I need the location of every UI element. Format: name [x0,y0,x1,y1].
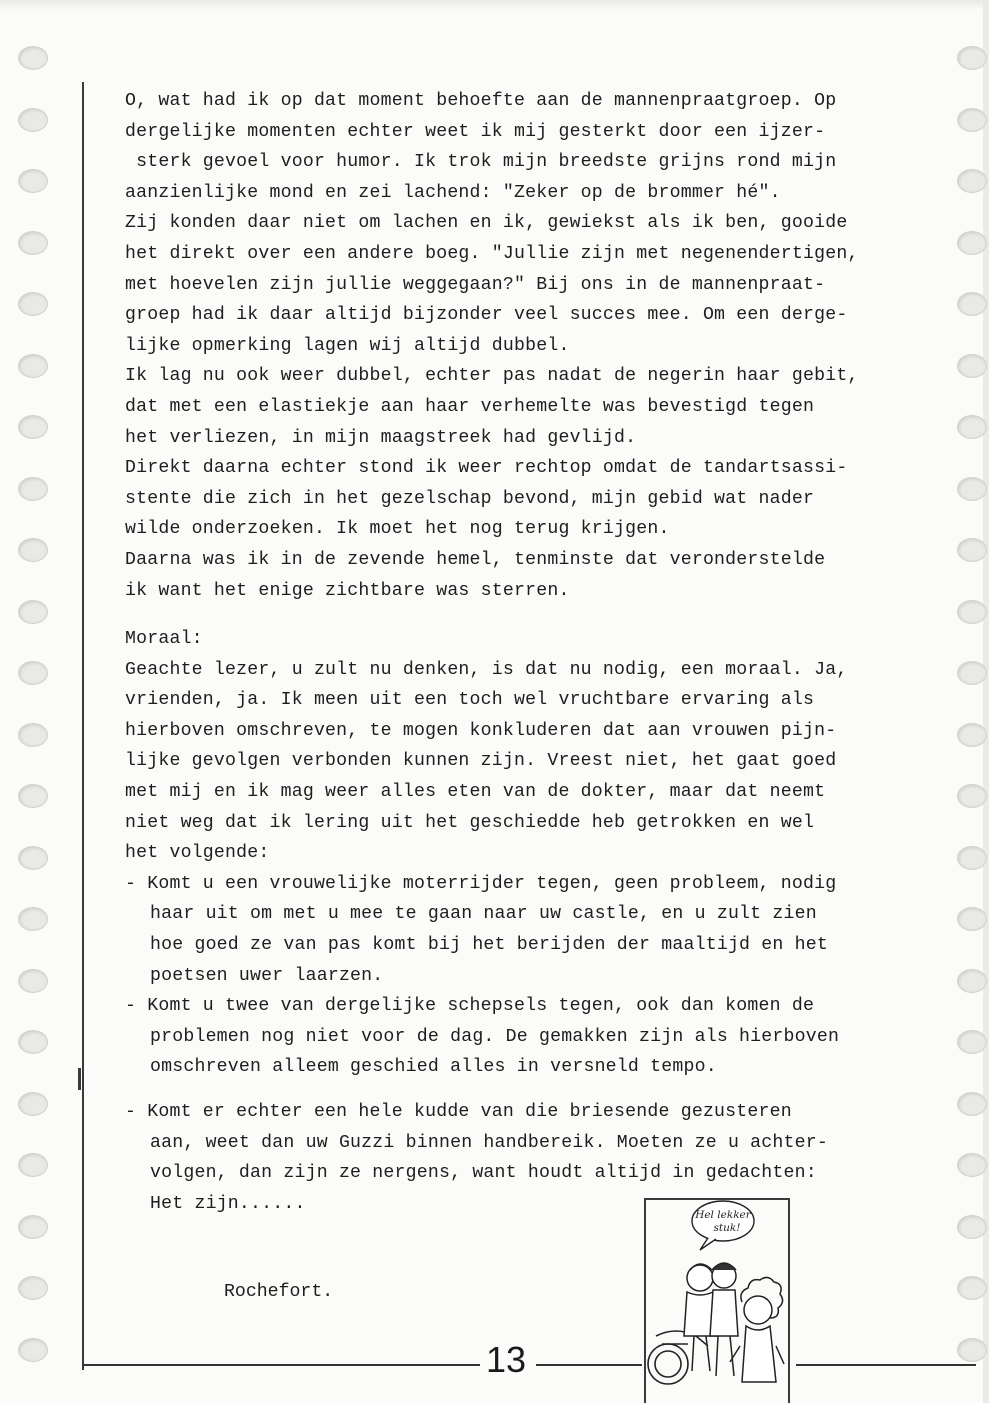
text-line: Ik lag nu ook weer dubbel, echter pas nadat de negerin haar gebit, [125,366,859,387]
binder-hole [18,108,48,132]
text-line: dergelijke momenten echter weet ik mij gesterkt door een ijzer- [125,121,826,142]
binder-holes-right [957,0,987,1403]
bullet-item-3 [125,1097,940,1219]
binder-hole [957,846,987,870]
bullet-line: hoe goed ze van pas komt bij het berijden der maaltijd en het [150,935,828,956]
binder-hole [957,1215,987,1239]
moraal-paragraph [125,655,940,869]
margin-mark [78,1068,81,1090]
text-line: met hoevelen zijn jullie weggegaan?" Bij ons in de mannenpraat- [125,274,826,295]
text-line: groep had ik daar altijd bijzonder veel succes mee. Om een derge- [125,305,848,326]
bullet-line: - Komt u twee van dergelijke schepsels tegen, ook dan komen de [125,996,815,1017]
text-line: het volgende: [125,843,270,864]
binder-hole [957,538,987,562]
binder-hole [18,1153,48,1177]
speech-bubble-text-1: Hel lekker [695,1209,751,1221]
text-line: lijke opmerking lagen wij altijd dubbel. [125,335,570,356]
bullet-line: - Komt u een vrouwelijke moterrijder tegen, geen probleem, nodig [125,873,837,894]
binder-hole [957,415,987,439]
margin-line [82,82,84,1370]
footer-rule-right [796,1364,976,1366]
text-line: aanzienlijke mond en zei lachend: "Zeker op de brommer hé". [125,182,781,203]
binder-hole [18,415,48,439]
binder-hole [18,231,48,255]
binder-hole [957,1153,987,1177]
binder-hole [18,846,48,870]
binder-hole [18,907,48,931]
binder-hole [18,600,48,624]
text-line: stente die zich in het gezelschap bevond, mijn gebid wat nader [125,488,815,509]
footer-rule-left [82,1364,480,1366]
bullet-line: Het zijn...... [150,1193,306,1214]
binder-hole [18,477,48,501]
text-line: het direkt over een andere boeg. "Jullie zijn met negenendertigen, [125,243,859,264]
binder-hole [957,784,987,808]
binder-hole [18,354,48,378]
bullet-item-2 [125,991,940,1083]
binder-hole [957,969,987,993]
binder-hole [957,661,987,685]
signature: Rochefort. [224,1282,334,1302]
binder-hole [18,1276,48,1300]
bullet-line: volgen, dan zijn ze nergens, want houdt altijd in gedachten: [150,1163,817,1184]
binder-hole [957,1276,987,1300]
binder-hole [957,1092,987,1116]
binder-hole [957,354,987,378]
cartoon-drawing [596,1186,796,1406]
binder-hole [957,169,987,193]
binder-hole [957,1030,987,1054]
bullet-item-1 [125,869,940,991]
text-line: Zij konden daar niet om lachen en ik, gewiekst als ik ben, gooide [125,213,848,234]
binder-hole [18,1215,48,1239]
second-figure [710,1263,738,1376]
story-paragraphs [125,86,940,606]
binder-hole [18,723,48,747]
speech-bubble [692,1201,754,1250]
binder-hole [18,661,48,685]
motorcycle [648,1331,708,1384]
page-number: 13 [486,1339,527,1380]
moraal-heading: Moraal: [125,629,203,650]
text-line: Daarna was ik in de zevende hemel, tenminste dat veronderstelde [125,549,826,570]
binder-hole [957,600,987,624]
bullet-line: - Komt er echter een hele kudde van die briesende gezusteren [125,1102,792,1122]
speech-bubble-text-2: stuk! [713,1222,741,1234]
text-line: Direkt daarna echter stond ik weer rechtop omdat de tandartsassi- [125,458,848,479]
binder-hole [957,723,987,747]
page-top-edge [0,0,989,10]
article-text [125,86,940,1219]
binder-hole [957,907,987,931]
bullet-line: problemen nog niet voor de dag. De gemakken zijn als hierboven [150,1026,840,1047]
text-line: wilde onderzoeken. Ik moet het nog terug krijgen. [125,519,670,540]
binder-hole [18,1092,48,1116]
binder-hole [18,292,48,316]
binder-hole [957,231,987,255]
text-line: het verliezen, in mijn maagstreek had gevlijd. [125,427,637,448]
text-line: Geachte lezer, u zult nu denken, is dat nu nodig, een moraal. Ja, [125,659,848,680]
binder-holes-left [18,0,48,1403]
binder-hole [18,538,48,562]
binder-hole [957,1338,987,1362]
text-line: sterk gevoel voor humor. Ik trok mijn breedste grijns rond mijn [125,152,837,173]
cartoon-illustration [644,1198,790,1403]
binder-hole [957,108,987,132]
bullet-line: poetsen uwer laarzen. [150,965,384,986]
bullet-line: omschreven alleem geschied alles in versneld tempo. [150,1057,717,1078]
text-line: niet weg dat ik lering uit het geschiedde heb getrokken en wel [125,812,815,833]
text-line: vrienden, ja. Ik meen uit een toch wel vruchtbare ervaring als [125,690,815,711]
text-line: hierboven omschreven, te mogen konkluderen dat aan vrouwen pijn- [125,720,837,741]
binder-hole [18,969,48,993]
binder-hole [18,1030,48,1054]
binder-hole [18,784,48,808]
binder-hole [957,46,987,70]
binder-hole [18,169,48,193]
text-line: lijke gevolgen verbonden kunnen zijn. Vreest niet, het gaat goed [125,751,837,772]
binder-hole [18,46,48,70]
text-line: ik want het enige zichtbare was sterren. [125,580,570,601]
binder-hole [18,1338,48,1362]
text-line: O, wat had ik op dat moment behoefte aan de mannenpraatgroep. Op [125,91,837,111]
bullet-line: haar uit om met u mee te gaan naar uw castle, en u zult zien [150,904,817,925]
binder-hole [957,477,987,501]
text-line: met mij en ik mag weer alles eten van de dokter, maar dat neemt [125,782,826,803]
binder-hole [957,292,987,316]
bullet-line: aan, weet dan uw Guzzi binnen handbereik. Moeten ze u achter- [150,1132,828,1153]
text-line: dat met een elastiekje aan haar verhemelte was bevestigd tegen [125,396,815,417]
